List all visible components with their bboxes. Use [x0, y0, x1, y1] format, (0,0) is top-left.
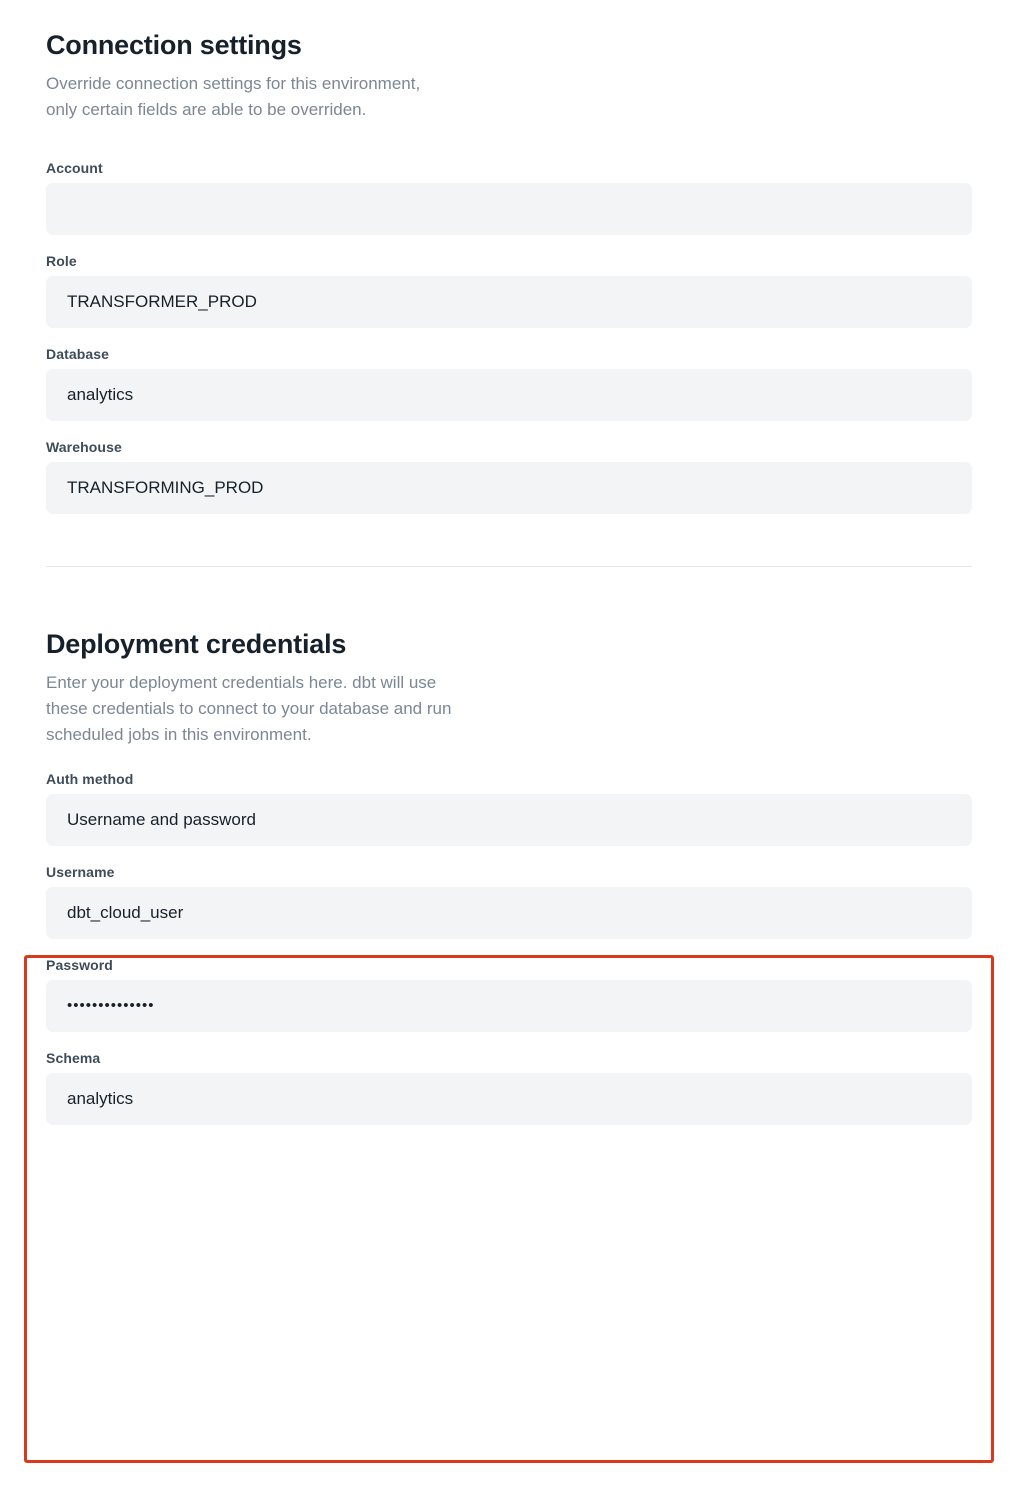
field-account-label: Account — [46, 159, 103, 176]
credentials-fields-group — [24, 749, 994, 1125]
field-warehouse-label: Warehouse — [46, 438, 122, 455]
field-schema — [46, 1050, 972, 1125]
connection-settings-description — [46, 71, 606, 124]
field-database-label: Database — [46, 345, 110, 362]
connection-settings-section — [46, 0, 972, 514]
field-role-label: Role — [46, 252, 77, 269]
field-warehouse — [46, 439, 972, 514]
account-input[interactable] — [46, 183, 972, 235]
deployment-credentials-description-line2: these credentials to connect to your database and run — [46, 699, 452, 719]
deployment-credentials-description — [46, 670, 606, 749]
field-role — [46, 253, 972, 328]
warehouse-input[interactable]: TRANSFORMING_PROD — [46, 462, 972, 514]
role-input[interactable]: TRANSFORMER_PROD — [46, 276, 972, 328]
username-input[interactable]: dbt_cloud_user — [46, 887, 972, 939]
field-username-label: Username — [46, 863, 115, 880]
field-schema-label: Schema — [46, 1049, 101, 1066]
schema-input[interactable]: analytics — [46, 1073, 972, 1125]
deployment-credentials-title: Deployment credentials — [46, 628, 347, 659]
deployment-credentials-description-line3: scheduled jobs in this environment. — [46, 725, 312, 745]
deployment-credentials-section — [46, 567, 972, 1125]
field-database — [46, 346, 972, 421]
deployment-credentials-description-line1: Enter your deployment credentials here. dbt will use — [46, 672, 437, 692]
connection-settings-description-line1: Override connection settings for this environment, — [46, 74, 421, 93]
field-auth-method — [46, 771, 972, 846]
connection-settings-title: Connection settings — [46, 30, 302, 60]
field-auth-method-label: Auth method — [46, 770, 134, 787]
database-input[interactable]: analytics — [46, 369, 972, 421]
auth-method-select[interactable]: Username and password — [46, 794, 972, 846]
connection-settings-description-line2: only certain fields are able to be overriden. — [46, 100, 367, 120]
field-password-label: Password — [46, 956, 113, 973]
field-password — [46, 957, 972, 1032]
field-account — [46, 160, 972, 235]
password-input[interactable]: •••••••••••••• — [46, 980, 972, 1032]
field-username — [46, 864, 972, 939]
